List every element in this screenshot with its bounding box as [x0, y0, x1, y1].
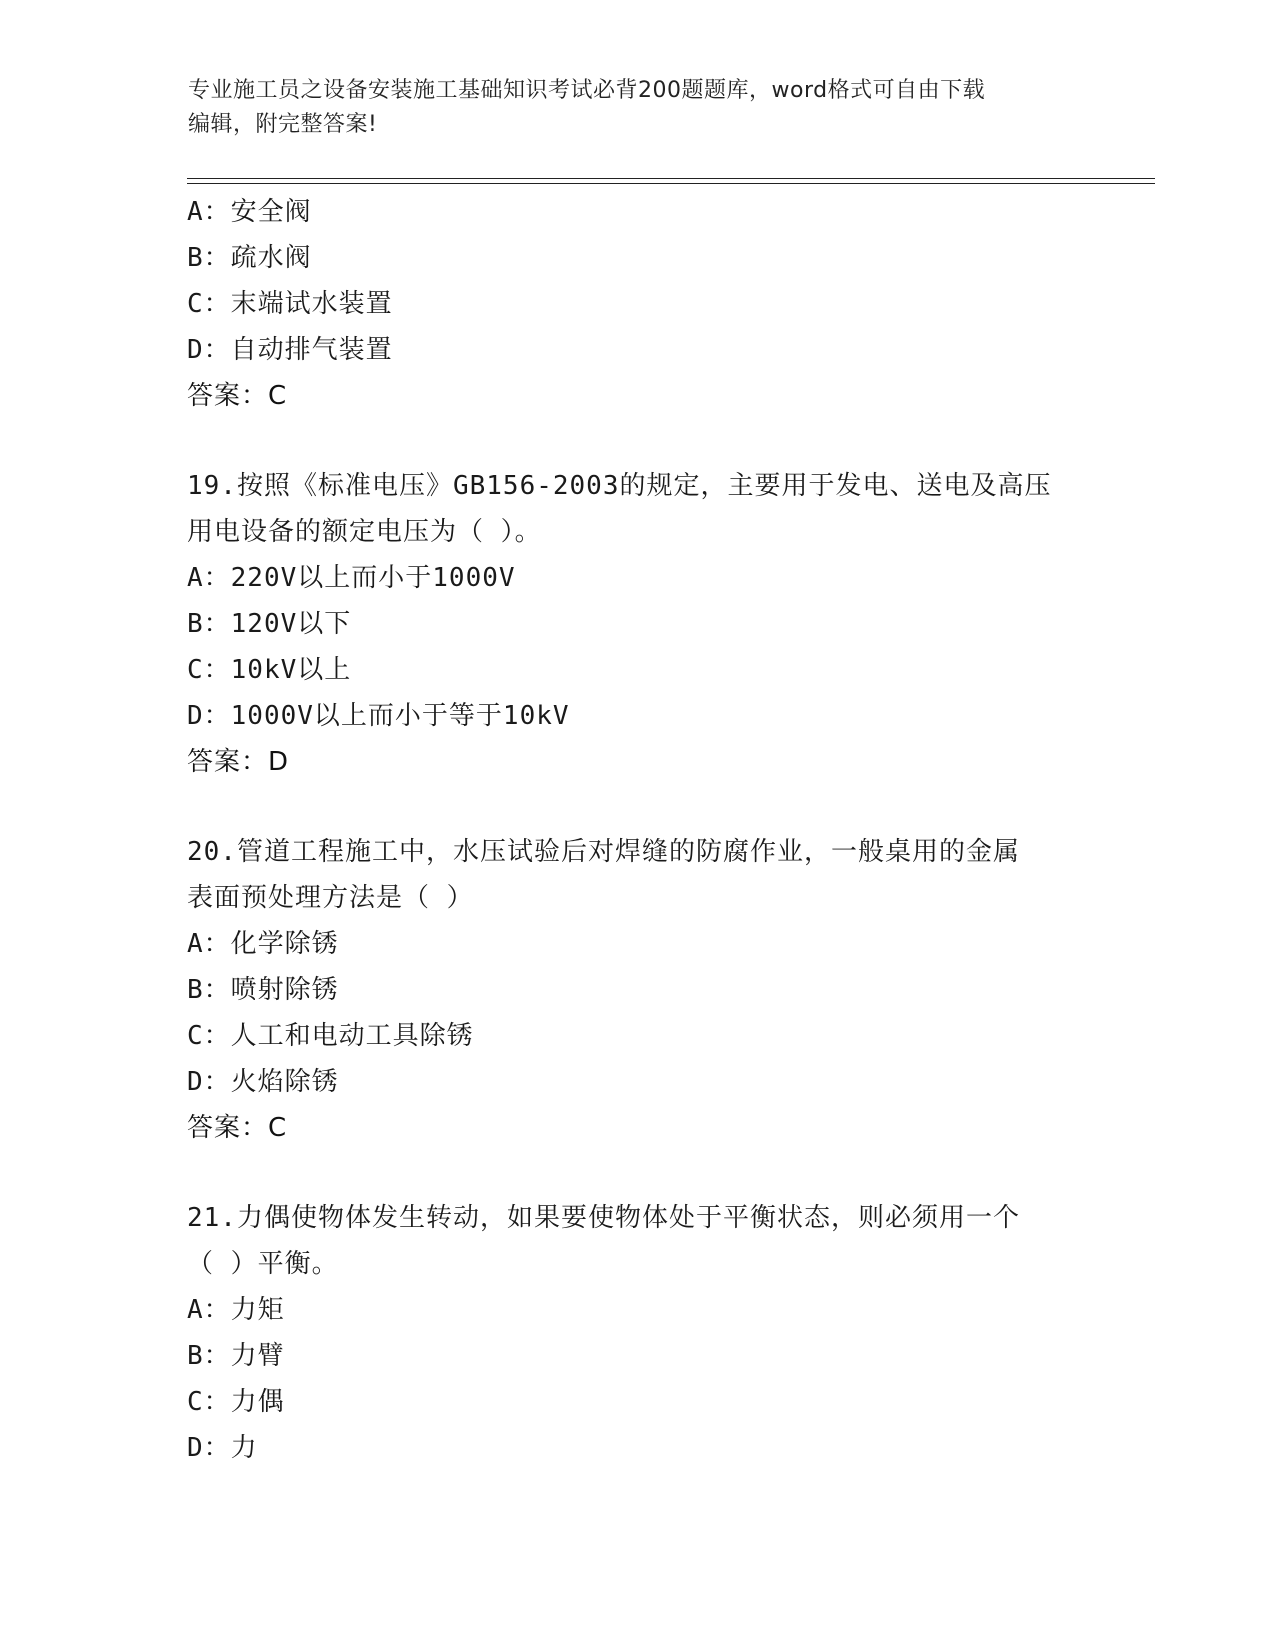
- header-title-line1: 专业施工员之设备安装施工基础知识考试必背200题题库，word格式可自由下载: [188, 78, 986, 103]
- option-b: B：120V以下: [187, 609, 352, 639]
- question-20: [187, 829, 1087, 1151]
- spacer: [187, 419, 1087, 463]
- header-title-line2: 编辑，附完整答案!: [188, 112, 378, 137]
- spacer: [187, 1151, 1087, 1195]
- question-text-line2: 表面预处理方法是（ ）: [187, 883, 474, 913]
- option-d: D：1000V以上而小于等于10kV: [187, 701, 570, 731]
- option-b: B：力臂: [187, 1341, 285, 1371]
- question-text-line1: 19.按照《标准电压》GB156-2003的规定，主要用于发电、送电及高压: [187, 471, 1052, 501]
- answer-text: 答案：D: [187, 747, 290, 777]
- question-19: [187, 463, 1087, 785]
- spacer: [187, 785, 1087, 829]
- option-d: D：力: [187, 1433, 258, 1463]
- question-text-line2: （ ）平衡。: [187, 1249, 339, 1279]
- option-d: D：自动排气装置: [187, 335, 393, 365]
- header-divider-top: [187, 178, 1155, 179]
- answer-text: 答案：C: [187, 381, 288, 411]
- question-list: [187, 189, 1087, 1471]
- question-text-line2: 用电设备的额定电压为（ ）。: [187, 517, 542, 547]
- option-a: A：化学除锈: [187, 929, 339, 959]
- option-a: A：220V以上而小于1000V: [187, 563, 516, 593]
- option-c: C：力偶: [187, 1387, 285, 1417]
- option-c: C：人工和电动工具除锈: [187, 1021, 474, 1051]
- option-b: B：喷射除锈: [187, 975, 339, 1005]
- option-d: D：火焰除锈: [187, 1067, 339, 1097]
- answer-text: 答案：C: [187, 1113, 288, 1143]
- option-b: B：疏水阀: [187, 243, 312, 273]
- option-a: A：安全阀: [187, 197, 312, 227]
- document-header: [188, 74, 1068, 142]
- option-a: A：力矩: [187, 1295, 285, 1325]
- option-c: C：10kV以上: [187, 655, 352, 685]
- header-divider-bottom: [187, 183, 1155, 184]
- question-18: [187, 189, 1087, 419]
- question-text-line1: 21.力偶使物体发生转动，如果要使物体处于平衡状态，则必须用一个: [187, 1203, 1020, 1233]
- question-21: [187, 1195, 1087, 1471]
- option-c: C：末端试水装置: [187, 289, 393, 319]
- question-text-line1: 20.管道工程施工中，水压试验后对焊缝的防腐作业，一般桌用的金属: [187, 837, 1020, 867]
